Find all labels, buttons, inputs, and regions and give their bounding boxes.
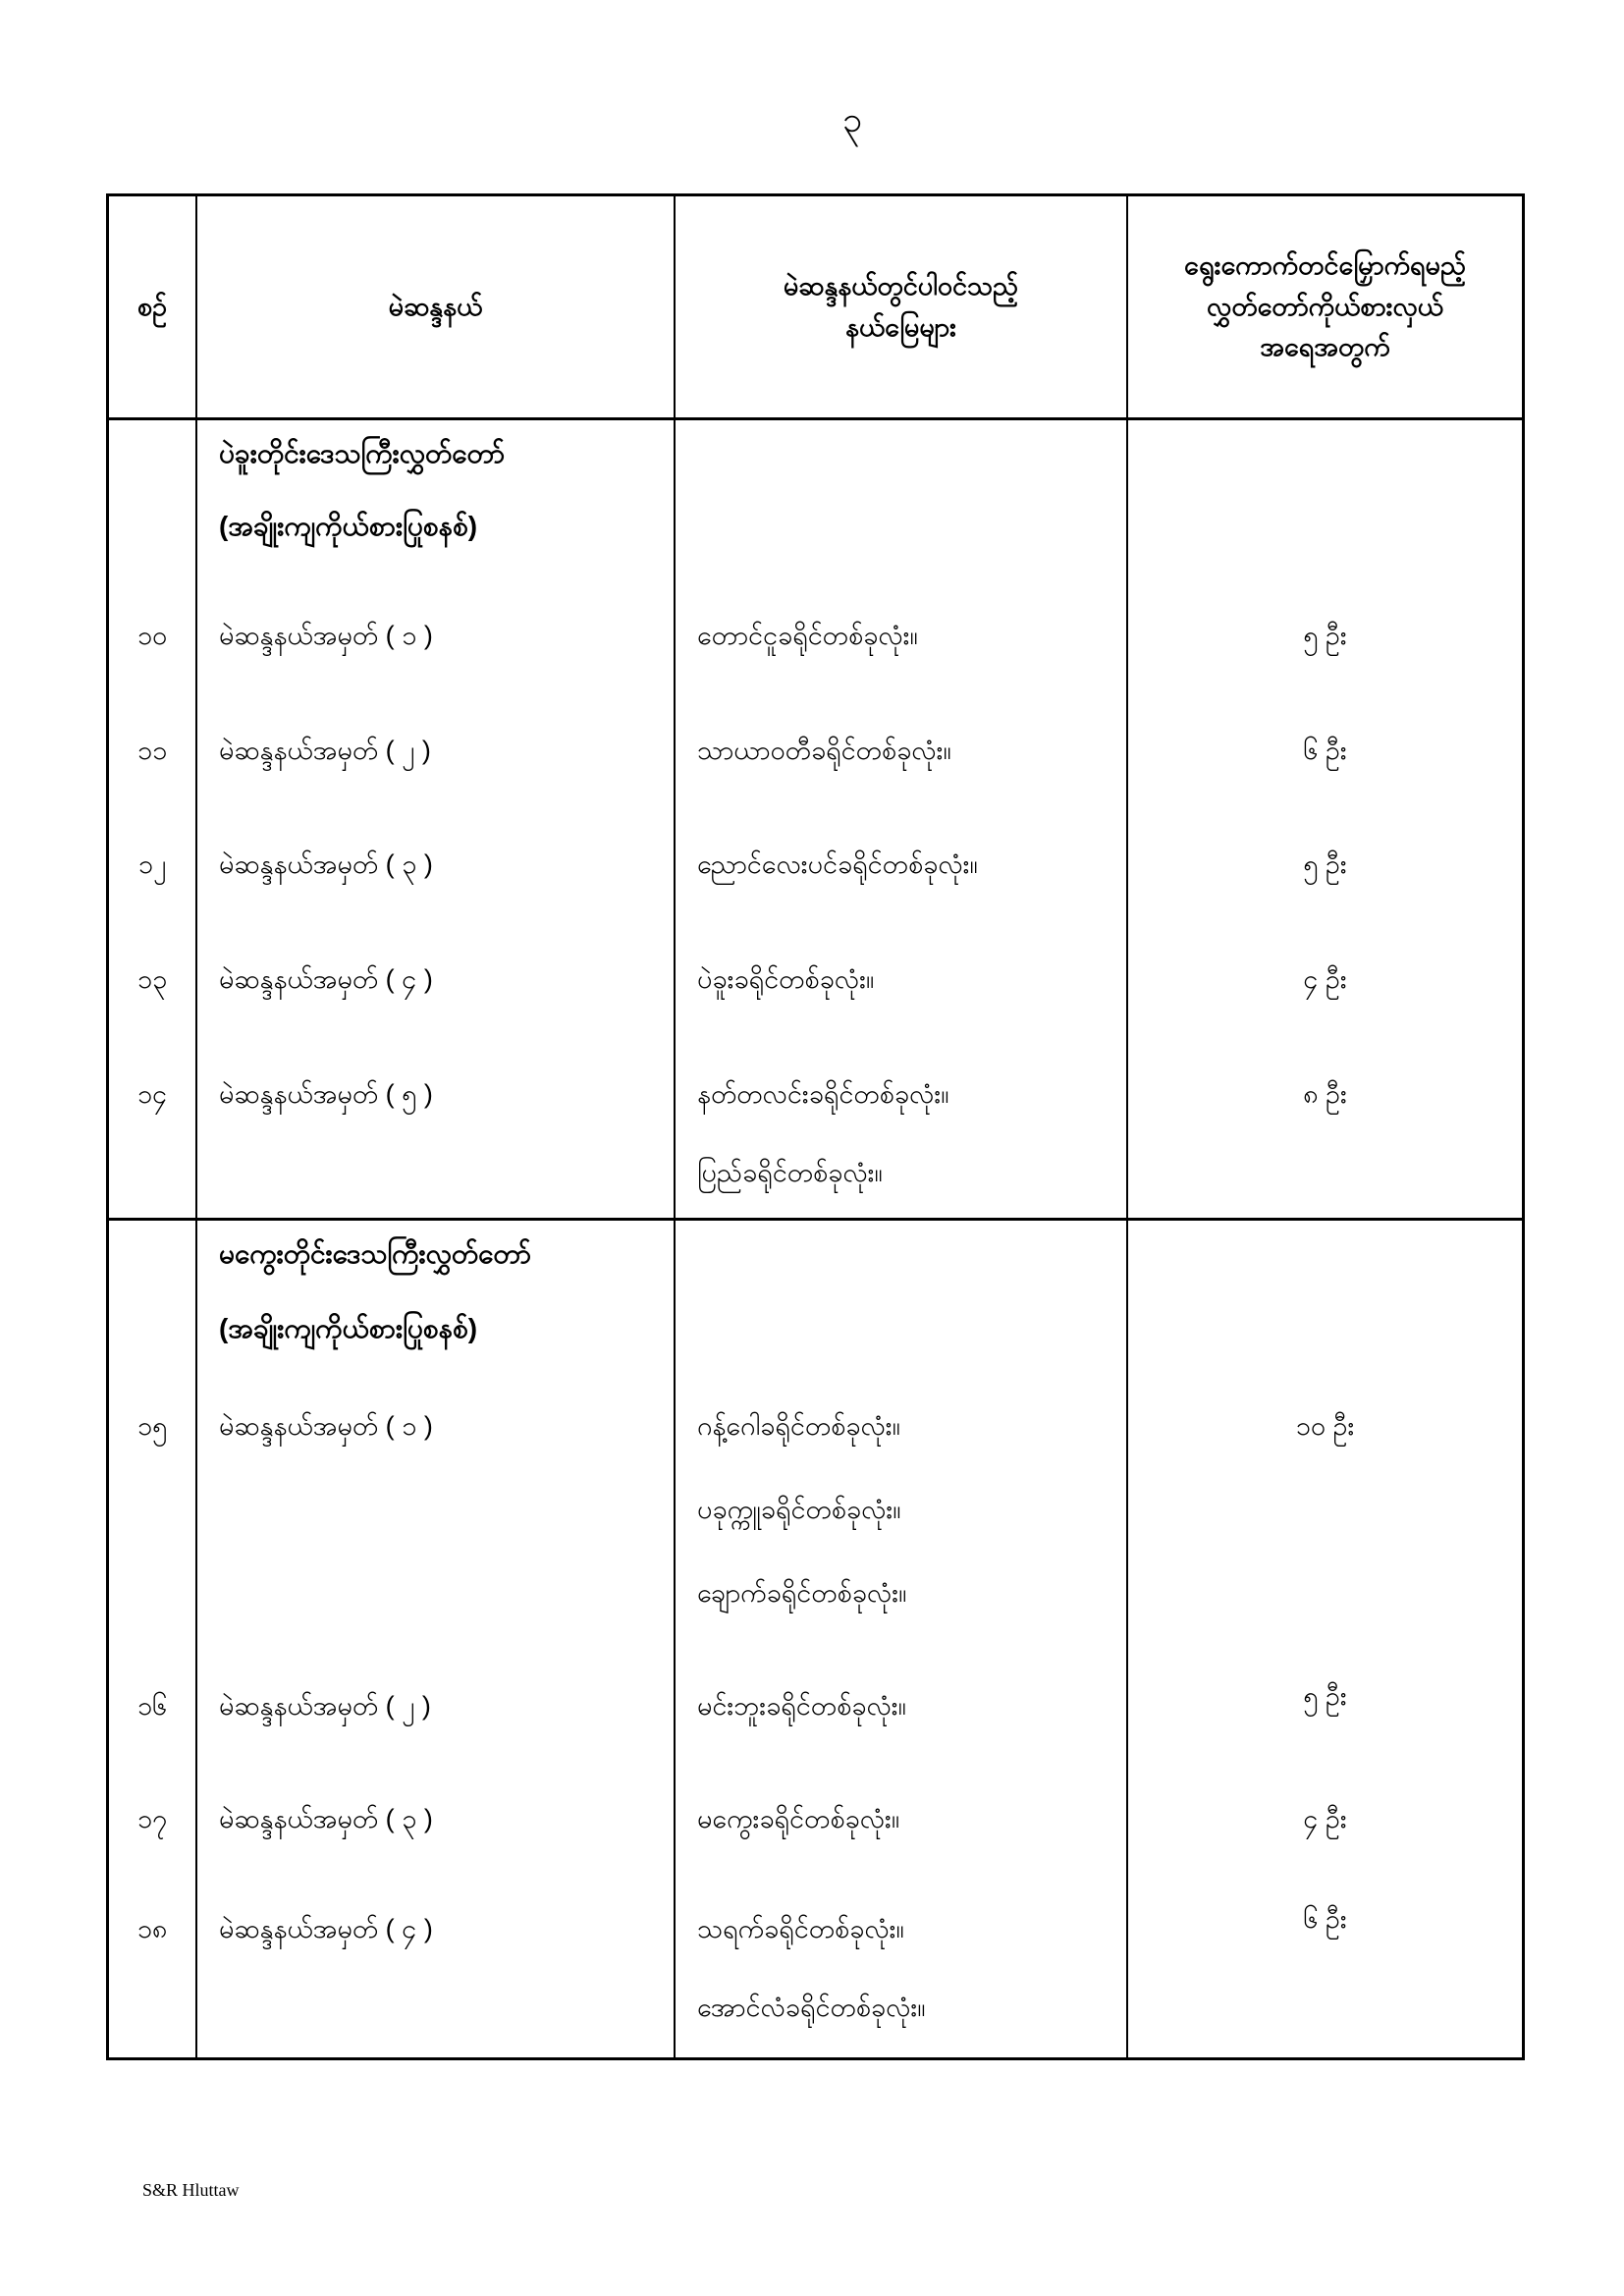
section2-col-serial [109, 1221, 197, 2057]
area-line: ပြည်ခရိုင်တစ်ခုလုံး။ [697, 1158, 883, 1187]
row-number: ၁၅ [136, 1411, 168, 1441]
representative-count: ၄ ဦး [1303, 1804, 1347, 1833]
section-bago-region [109, 420, 1522, 1221]
area-line: အောင်လံခရိုင်တစ်ခုလုံး။ [697, 1993, 926, 2022]
section-magway-region [109, 1221, 1522, 2057]
area-line: သရက်ခရိုင်တစ်ခုလုံး။ [697, 1914, 904, 1943]
area-line: မင်းဘူးခရိုင်တစ်ခုလုံး။ [697, 1691, 906, 1721]
header-representative-count-line1: ရွေးကောက်တင်မြှောက်ရမည့် [1183, 249, 1467, 280]
representative-count: ၄ ဦး [1303, 964, 1347, 994]
section2-col-constituency [197, 1221, 676, 2057]
representative-count: ၆ ဦး [1303, 736, 1347, 765]
section-subtitle: (အချိုးကျကိုယ်စားပြုစနစ်) [219, 511, 478, 541]
section2-col-count [1128, 1221, 1522, 2057]
row-number: ၁၃ [136, 964, 168, 994]
representative-count: ၈ ဦး [1303, 1079, 1347, 1109]
row-number: ၁၄ [136, 1079, 168, 1109]
header-representative-count [1128, 196, 1522, 417]
representative-count: ၁၀ ဦး [1295, 1411, 1355, 1441]
representative-count: ၆ ဦး [1303, 1904, 1347, 1934]
row-number: ၁၀ [136, 621, 168, 650]
section1-col-serial [109, 420, 197, 1218]
representative-count: ၅ ဦး [1303, 621, 1347, 650]
section1-col-count [1128, 420, 1522, 1218]
constituency-label: မဲဆန္ဒနယ်အမှတ် ( ၅ ) [219, 1079, 433, 1109]
row-number: ၁၈ [136, 1914, 168, 1943]
header-included-areas [676, 196, 1128, 417]
constituency-label: မဲဆန္ဒနယ်အမှတ် ( ၄ ) [219, 964, 433, 994]
header-representative-count-line3: အရေအတွက် [1260, 332, 1390, 362]
constituency-label: မဲဆန္ဒနယ်အမှတ် ( ၁ ) [219, 621, 433, 650]
area-line: နတ်တလင်းခရိုင်တစ်ခုလုံး။ [697, 1079, 949, 1109]
table-header-row [109, 196, 1522, 420]
constituency-label: မဲဆန္ဒနယ်အမှတ် ( ၄ ) [219, 1914, 433, 1943]
header-included-areas-line2: နယ်မြေများ [845, 311, 956, 342]
constituency-label: မဲဆန္ဒနယ်အမှတ် ( ၃ ) [219, 849, 433, 879]
area-line: သာယာဝတီခရိုင်တစ်ခုလုံး။ [697, 736, 951, 765]
area-line: ပခုက္ကူခရိုင်တစ်ခုလုံး။ [697, 1495, 901, 1524]
section2-col-areas [676, 1221, 1128, 2057]
section1-col-areas [676, 420, 1128, 1218]
header-included-areas-line1: မဲဆန္ဒနယ်တွင်ပါဝင်သည့် [783, 270, 1019, 301]
section-title: ပဲခူးတိုင်းဒေသကြီးလွှတ်တော် [219, 438, 506, 468]
header-serial-no [109, 196, 197, 417]
area-line: ချောက်ခရိုင်တစ်ခုလုံး။ [697, 1578, 907, 1608]
row-number: ၁၁ [136, 736, 168, 765]
representative-count: ၅ ဦး [1303, 1681, 1347, 1711]
area-line: ညောင်လေးပင်ခရိုင်တစ်ခုလုံး။ [697, 849, 978, 879]
header-constituency-label: မဲဆန္ဒနယ် [388, 291, 483, 321]
constituency-label: မဲဆန္ဒနယ်အမှတ် ( ၂ ) [219, 736, 431, 765]
page-footer: S&R Hluttaw [142, 2180, 240, 2200]
constituency-table [106, 193, 1525, 2060]
area-line: မကွေးခရိုင်တစ်ခုလုံး။ [697, 1804, 900, 1833]
constituency-label: မဲဆန္ဒနယ်အမှတ် ( ၃ ) [219, 1804, 433, 1833]
row-number: ၁၇ [136, 1804, 168, 1833]
row-number: ၁၂ [137, 849, 167, 879]
header-constituency [197, 196, 676, 417]
header-representative-count-line2: လွှတ်တော်ကိုယ်စားလှယ် [1207, 291, 1443, 321]
area-line: ပဲခူးခရိုင်တစ်ခုလုံး။ [697, 964, 875, 994]
area-line: တောင်ငူခရိုင်တစ်ခုလုံး။ [697, 621, 918, 650]
page-number: ၃ [841, 99, 863, 139]
area-line: ဂန့်ဂေါခရိုင်တစ်ခုလုံး။ [697, 1411, 900, 1441]
constituency-label: မဲဆန္ဒနယ်အမှတ် ( ၂ ) [219, 1691, 431, 1721]
section1-col-constituency [197, 420, 676, 1218]
constituency-label: မဲဆန္ဒနယ်အမှတ် ( ၁ ) [219, 1411, 433, 1441]
section-title: မကွေးတိုင်းဒေသကြီးလွှတ်တော် [219, 1238, 532, 1269]
header-serial-no-label: စဉ် [136, 291, 168, 321]
representative-count: ၅ ဦး [1303, 849, 1347, 879]
section-subtitle: (အချိုးကျကိုယ်စားပြုစနစ်) [219, 1313, 478, 1343]
row-number: ၁၆ [136, 1691, 168, 1721]
